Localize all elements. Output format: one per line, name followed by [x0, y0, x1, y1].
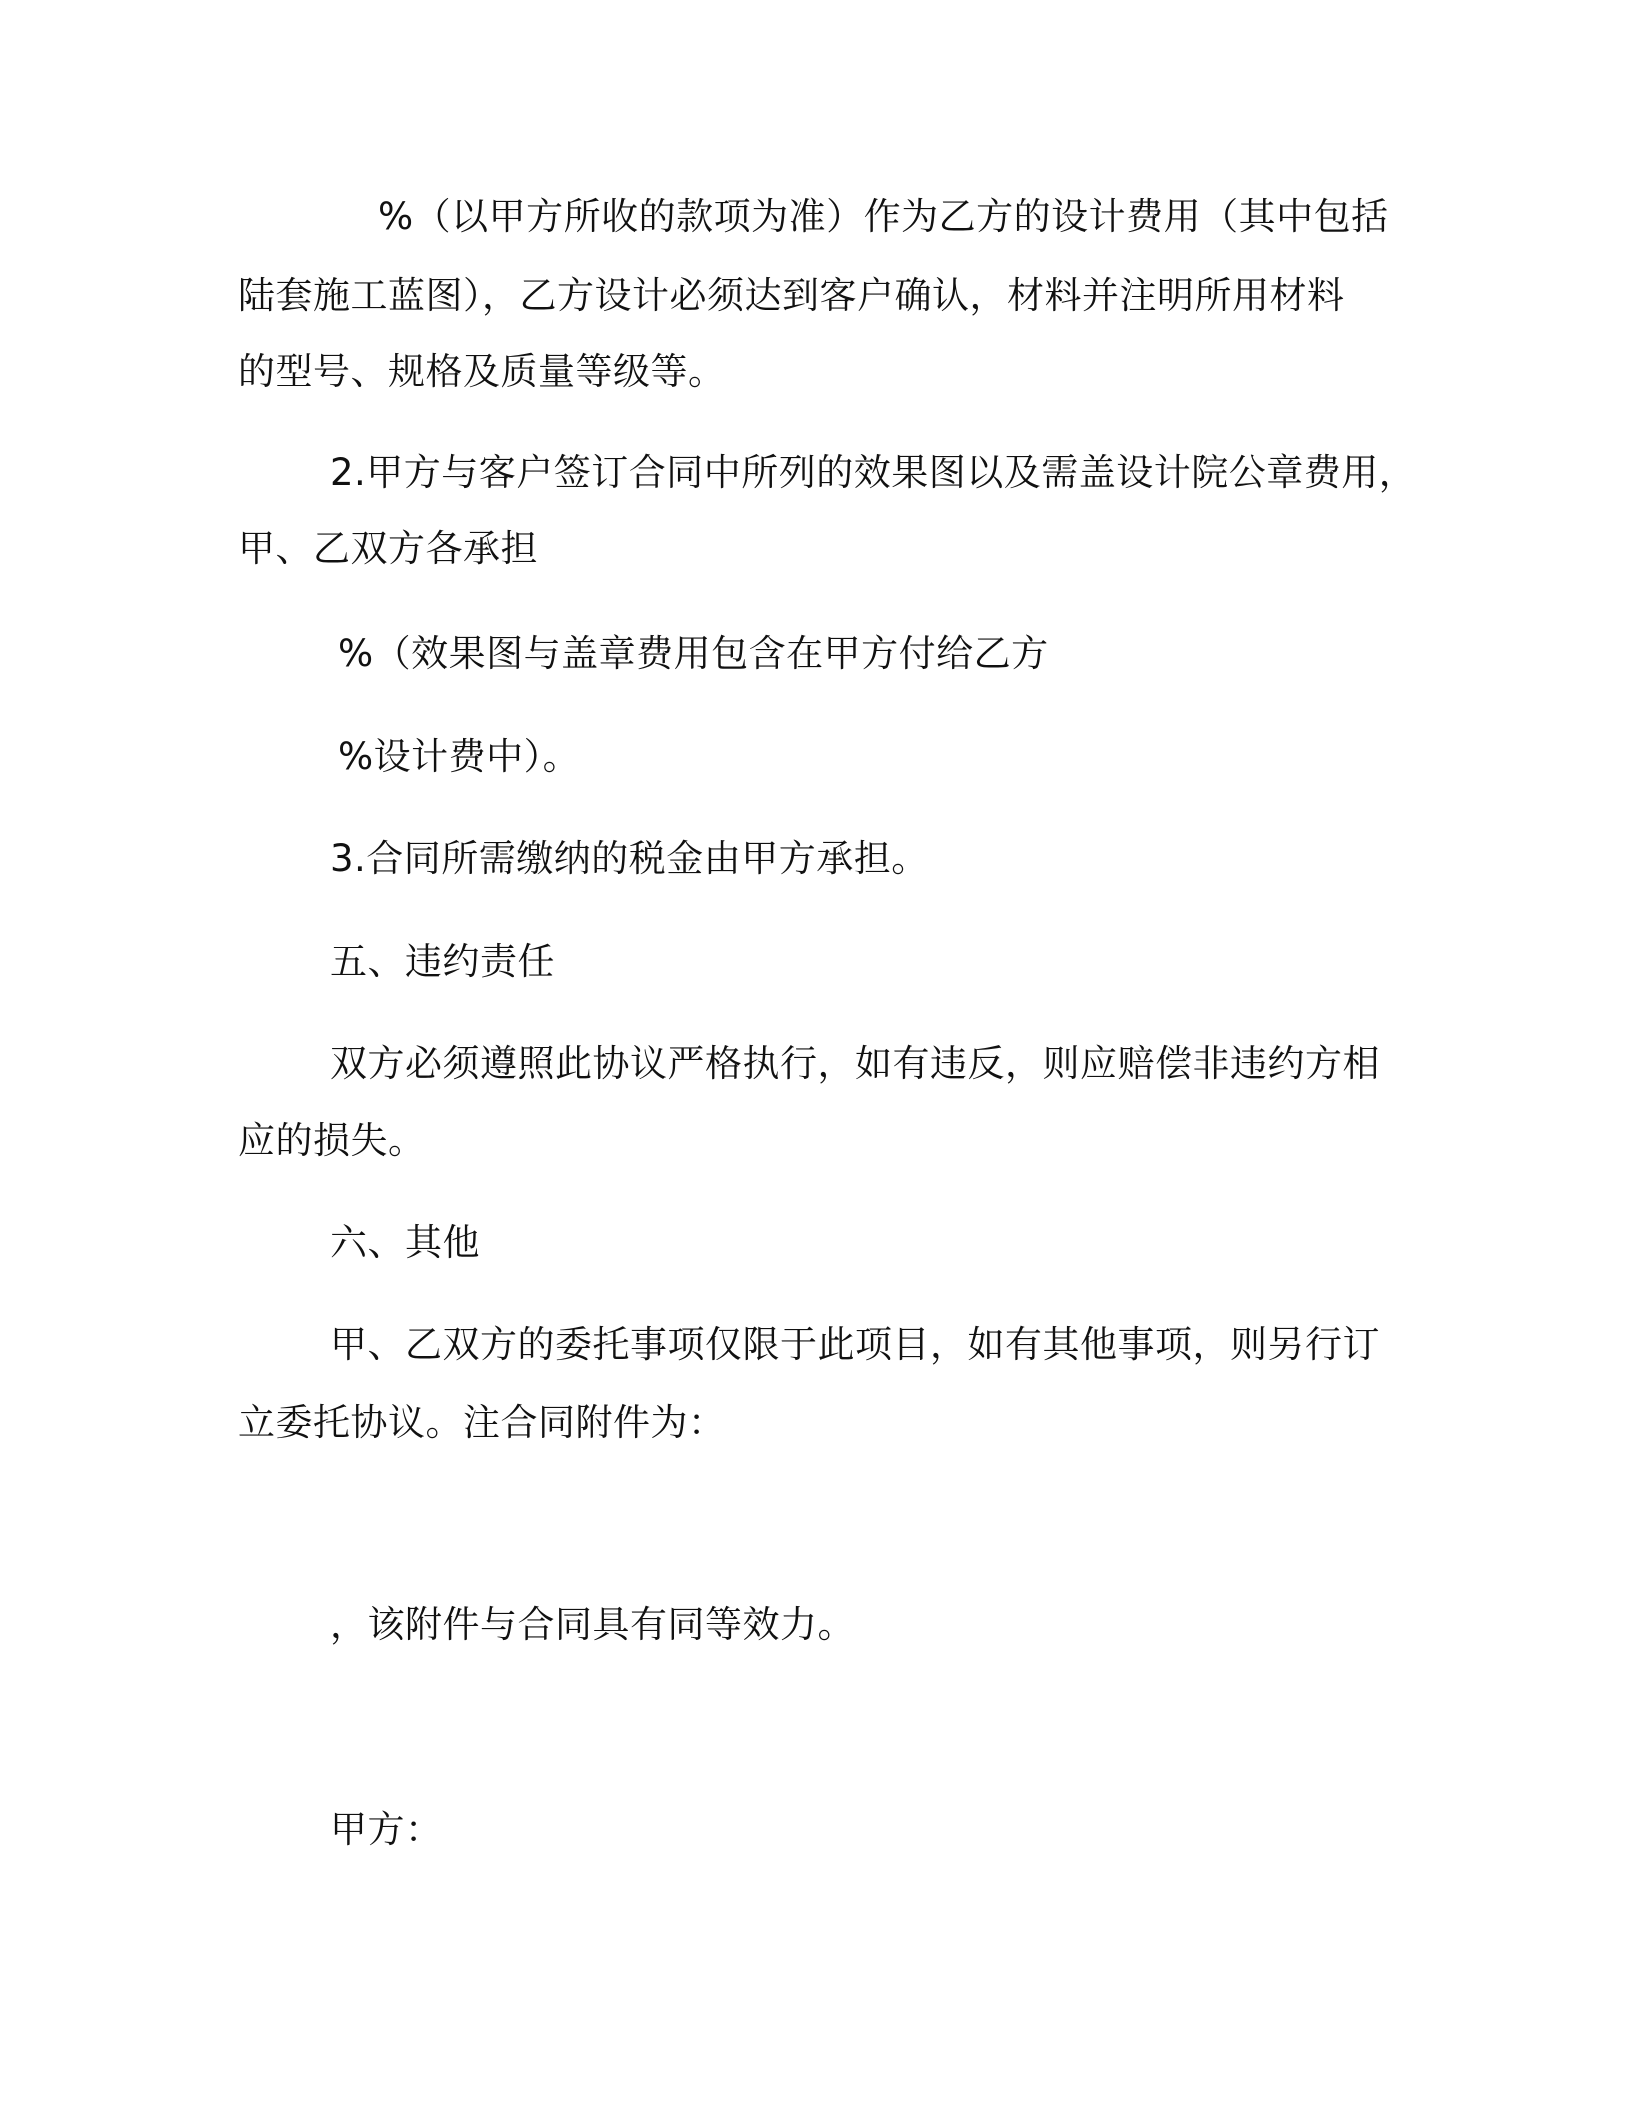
- party-a-signature-label: 甲方：: [330, 1808, 443, 1851]
- clause-3: 3.合同所需缴纳的税金由甲方承担。: [330, 837, 929, 880]
- clause-2-line-3: %（效果图与盖章费用包含在甲方付给乙方: [338, 632, 1049, 675]
- section-five-heading: 五、违约责任: [330, 940, 555, 983]
- other-clause-line-2: 立委托协议。注合同附件为：: [238, 1401, 726, 1444]
- attachment-effect-line: ，该附件与合同具有同等效力。: [330, 1603, 855, 1646]
- fee-clause-line-2: 陆套施工蓝图），乙方设计必须达到客户确认，材料并注明所用材料: [238, 274, 1345, 317]
- section-six-heading: 六、其他: [330, 1221, 480, 1264]
- fee-clause-line-3: 的型号、规格及质量等级等。: [238, 350, 726, 393]
- clause-2-line-2: 甲、乙双方各承担: [238, 527, 538, 570]
- breach-clause-line-1: 双方必须遵照此协议严格执行，如有违反，则应赔偿非违约方相: [330, 1042, 1380, 1085]
- clause-2-line-1: 2.甲方与客户签订合同中所列的效果图以及需盖设计院公章费用，: [330, 451, 1417, 494]
- fee-clause-line-1: %（以甲方所收的款项为准）作为乙方的设计费用（其中包括: [378, 195, 1389, 238]
- other-clause-line-1: 甲、乙双方的委托事项仅限于此项目，如有其他事项，则另行订: [330, 1323, 1380, 1366]
- breach-clause-line-2: 应的损失。: [238, 1119, 426, 1162]
- clause-2-line-4: %设计费中）。: [338, 735, 581, 778]
